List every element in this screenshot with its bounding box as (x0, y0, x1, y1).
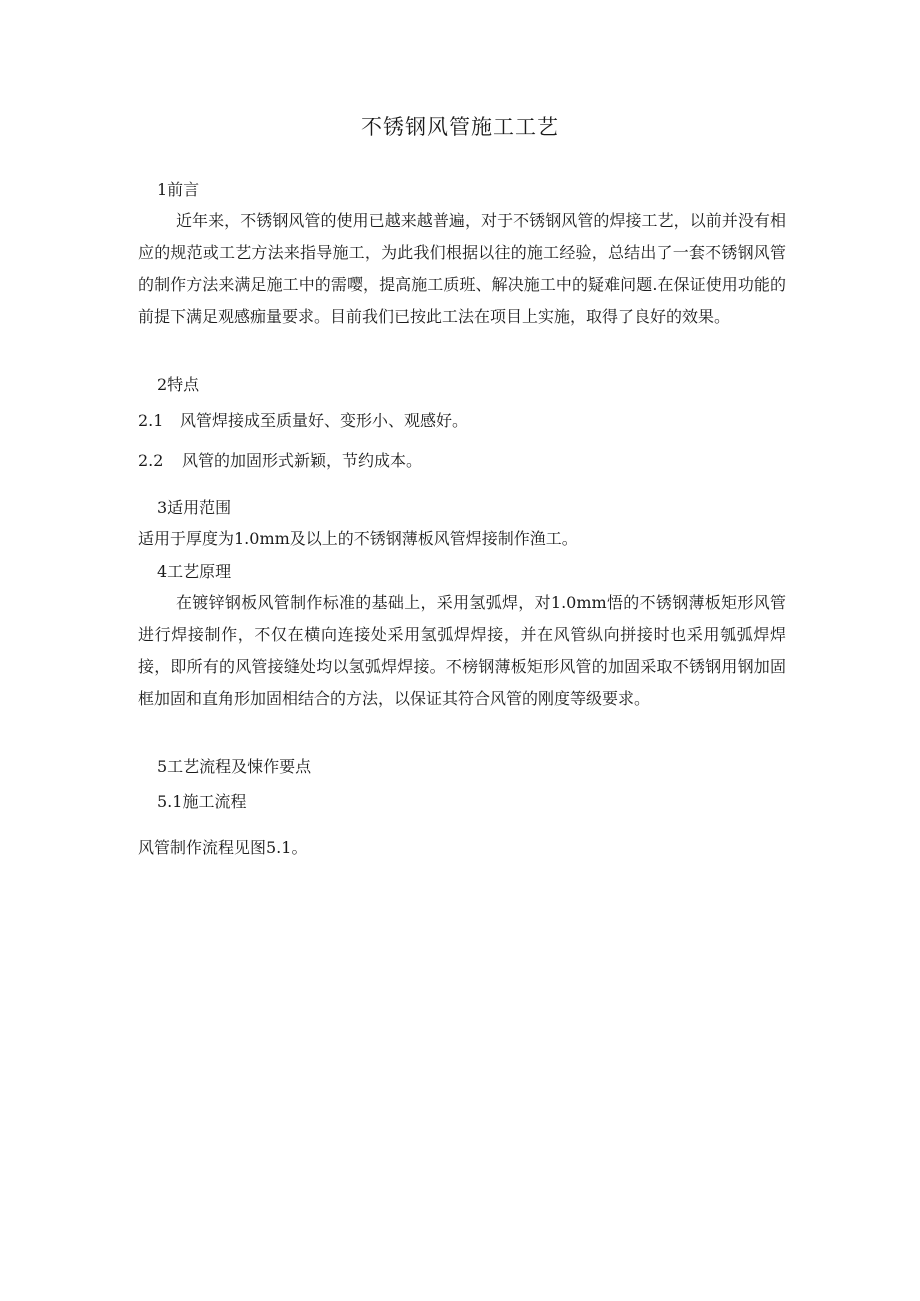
item-text: 风管焊接成至质量好、变形小、观感好。 (180, 411, 469, 430)
item-number: 2.2 (138, 451, 164, 470)
section-1-heading: 1前言 (157, 180, 200, 199)
section-4-heading: 4工艺原理 (157, 562, 232, 581)
section-1-paragraph: 近年来，不锈钢风管的使用已越来越普遍，对于不锈钢风管的焊接工艺，以前并没有相应的规范或工艺方法来指导施工，为此我们根据以往的施工经验，总结出了一套不锈钢风管的制作方法来满足施工中的需嘤，提高施工质班、解决施工中的疑难问题.在保证使用功能的前提下满足观感痂量要求。目前我们已按此工法在项目上实施，取得了良好的效果。 (138, 211, 786, 326)
section-3-body: 适用于厚度为1.0mm及以上的不锈钢薄板风管焊接制作渔工。 (138, 529, 578, 548)
section-5-1-heading: 5.1施工流程 (157, 792, 247, 811)
section-2-item (138, 449, 422, 473)
item-number: 2.1 (138, 411, 164, 430)
section-2-item (138, 409, 468, 433)
section-5-1-body: 风管制作流程见图5.1。 (138, 838, 308, 857)
section-5-heading: 5工艺流程及悚作要点 (157, 757, 312, 776)
document-title: 不锈钢风管施工工艺 (361, 115, 559, 139)
item-text: 风管的加固形式新颖，节约成本。 (182, 451, 423, 470)
section-3-heading: 3适用范围 (157, 498, 232, 517)
section-4-paragraph: 在镀锌钢板风管制作标准的基础上，采用氢弧焊，对1.0mm悟的不锈钢薄板矩形风管进行焊接制作，不仅在横向连接处采用氢弧焊焊接，并在风管纵向拼接时也采用瓠弧焊焊接，即所有的风管接缝处均以氢弧焊焊接。不榜钢薄板矩形风管的加固采取不锈钢用钢加固框加固和直角形加固相结合的方法，以保证其符合风管的刚度等级要求。 (138, 593, 786, 708)
section-2-heading: 2特点 (157, 375, 200, 394)
